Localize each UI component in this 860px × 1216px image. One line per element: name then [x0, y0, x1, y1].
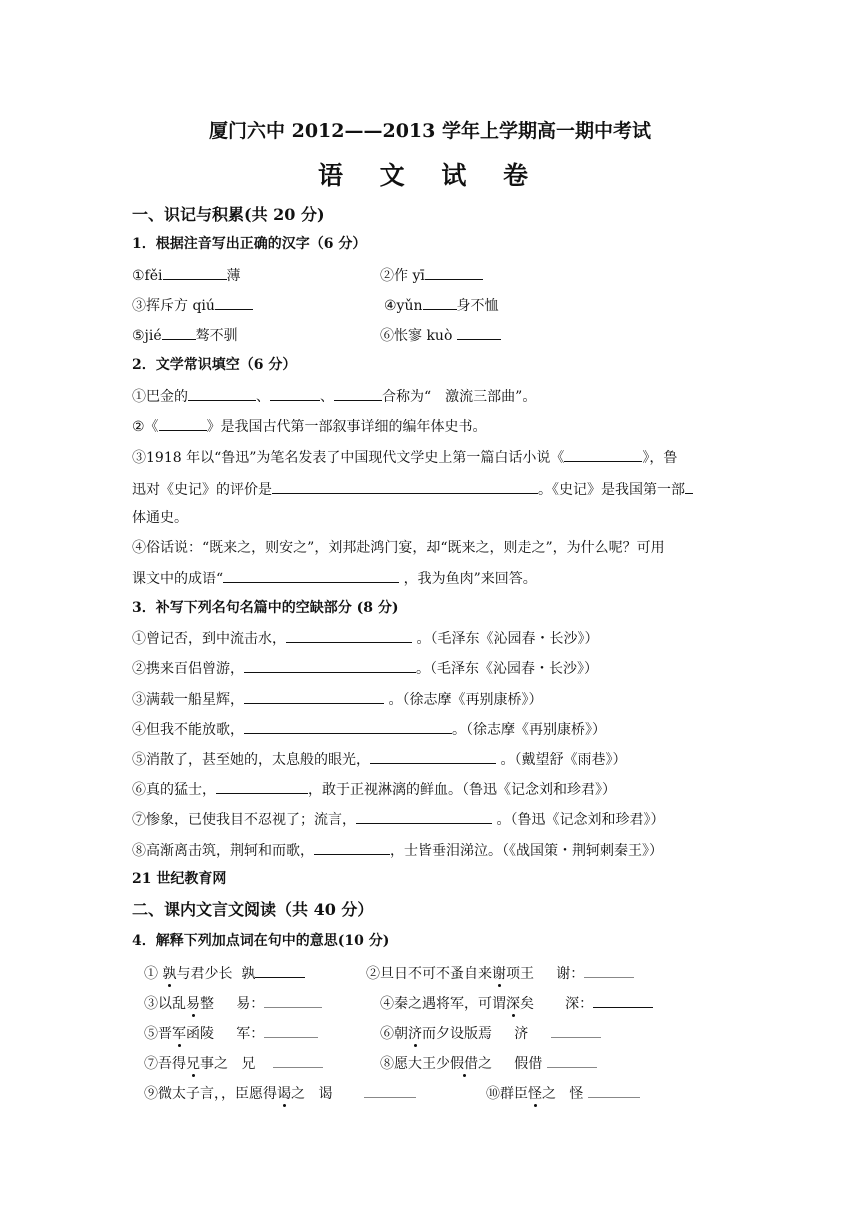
q3-line [132, 748, 626, 770]
q4-item-text: ⑥朝 [380, 1026, 408, 1042]
q2-line-7-suffix: ，我为鱼肉”来回答。 [403, 571, 537, 587]
answer-blank[interactable] [334, 385, 382, 401]
q4-item-text: 整 [200, 996, 214, 1012]
q1-item-2 [380, 264, 483, 286]
q3-line [132, 718, 606, 740]
q3-line-source: 。（徐志摩《再别康桥》） [452, 722, 606, 738]
q2-line-4 [132, 478, 693, 500]
q3-line [132, 839, 663, 861]
q3-line-text: ①曾记否，到中流击水， [132, 631, 286, 647]
q3-line [132, 627, 598, 649]
dotted-word: 怪 [528, 1086, 542, 1102]
q2-line-3 [132, 446, 677, 468]
answer-blank[interactable] [286, 627, 412, 643]
q4-item [144, 1052, 323, 1074]
q2-line-3-text: ③1918 年以“鲁迅”为笔名发表了中国现代文学史上第一篇白话小说《 [132, 450, 565, 466]
answer-blank[interactable] [244, 718, 452, 734]
q4-item-text: ⑨微太子言，，臣愿得 [144, 1086, 277, 1102]
answer-blank[interactable] [685, 478, 693, 494]
dotted-word: 谒 [277, 1086, 291, 1102]
answer-blank[interactable] [264, 992, 322, 1008]
q2-line-4-suffix: 。《史记》是我国第一部 [538, 482, 685, 498]
answer-blank[interactable] [593, 992, 653, 1008]
q3-line [132, 808, 664, 830]
q2-line-1-text: ①巴金的 [132, 389, 188, 405]
q3-line [132, 778, 616, 800]
answer-blank[interactable] [364, 1082, 416, 1098]
q3-line-source: 。（戴望舒《雨巷》） [500, 752, 627, 768]
q4-item-text: ⑩群臣 [486, 1086, 528, 1102]
q3-line [132, 657, 598, 679]
dotted-word: 孰 [162, 966, 177, 982]
answer-blank[interactable] [255, 962, 305, 978]
q1-item-5-suffix: 骜不驯 [195, 328, 238, 344]
q4-item-gloss-label: 兄 [241, 1056, 256, 1072]
q4-item [144, 962, 305, 984]
q2-line-7 [132, 567, 537, 589]
q1-item-1 [132, 264, 241, 286]
q3-line-source: 。（毛泽东《沁园春・长沙》） [416, 661, 598, 677]
q1-item-3 [132, 294, 253, 316]
dotted-word: 假借 [450, 1056, 478, 1072]
answer-blank[interactable] [264, 1022, 318, 1038]
q2-line-2 [132, 415, 487, 437]
dotted-word: 深 [506, 996, 520, 1012]
answer-blank[interactable] [356, 808, 492, 824]
answer-blank[interactable] [425, 264, 483, 280]
answer-blank[interactable] [457, 324, 501, 340]
answer-blank[interactable] [244, 688, 384, 704]
answer-blank[interactable] [215, 294, 253, 310]
q3-line-source: 。（毛泽东《沁园春・长沙》） [416, 631, 599, 647]
q3-line-text: ④但我不能放歌， [132, 722, 244, 738]
q4-item-text: ②旦日不可不蚤自来 [366, 966, 492, 982]
answer-blank[interactable] [159, 415, 207, 431]
answer-blank[interactable] [588, 1082, 640, 1098]
answer-blank[interactable] [370, 748, 496, 764]
answer-blank[interactable] [423, 294, 457, 310]
answer-blank[interactable] [547, 1052, 597, 1068]
q4-item-text: ⑦吾得 [144, 1056, 186, 1072]
separator: 、 [320, 389, 334, 405]
q1-item-3-text: ③挥斥方 qiú [132, 298, 215, 314]
q4-item-text: 事之 [200, 1056, 228, 1072]
section-2-title: 二、课内文言文阅读（共 40 分） [132, 900, 374, 919]
section-1-title: 一、识记与积累(共 20 分) [132, 205, 325, 224]
watermark-text: 21 世纪教育网 [132, 871, 227, 887]
q2-line-1-suffix: 合称为“ 激流三部曲”。 [382, 389, 537, 405]
q2-line-3-suffix: 》，鲁 [642, 450, 678, 466]
q1-item-4-text: ④yǔn [384, 298, 423, 314]
q4-item-text: 之 [542, 1086, 556, 1102]
q2-line-2-text: 》是我国古代第一部叙事详细的编年体史书。 [206, 419, 487, 435]
answer-blank[interactable] [188, 385, 256, 401]
q4-item [380, 1022, 601, 1044]
q4-item [144, 992, 322, 1014]
q4-item-text: 函陵 [186, 1026, 214, 1042]
q3-line-source: ，敢于正视淋漓的鲜血。（鲁迅《记念刘和珍君》） [308, 782, 616, 798]
q1-item-5 [132, 324, 238, 346]
q3-line-text: ②携来百侣曾游， [132, 661, 244, 677]
q4-item-text: 之 [478, 1056, 492, 1072]
q4-item-text: 而夕设版焉 [422, 1026, 492, 1042]
answer-blank[interactable] [584, 962, 634, 978]
q4-item-gloss-label: 怪 [569, 1086, 584, 1102]
q2-line-1 [132, 385, 536, 407]
q4-item [144, 1022, 318, 1044]
q2-line-4-text: 迅对《史记》的评价是 [132, 482, 272, 498]
q4-title: 4．解释下列加点词在句中的意思(10 分) [132, 933, 390, 949]
q2-title: 2．文学常识填空（6 分） [132, 357, 297, 373]
dotted-word: 济 [408, 1026, 422, 1042]
q4-item-text: 矣 [520, 996, 534, 1012]
q1-item-6-text: ⑥怅寥 kuò [380, 328, 453, 344]
q1-item-2-text: ②作 yī [380, 268, 425, 284]
answer-blank[interactable] [314, 839, 390, 855]
q4-item-text: ⑤晋 [144, 1026, 172, 1042]
answer-blank[interactable] [163, 264, 227, 280]
q4-item-gloss-label: 军： [236, 1026, 265, 1042]
answer-blank[interactable] [551, 1022, 601, 1038]
answer-blank[interactable] [272, 478, 538, 494]
q4-item [380, 1052, 597, 1074]
q1-item-4 [384, 294, 499, 316]
q1-item-1-text: ①fěi [132, 268, 163, 284]
answer-blank[interactable] [564, 446, 642, 462]
q2-line-2-prefix: ②《 [132, 419, 159, 435]
q4-item-text: ④秦之遇将军，可谓 [380, 996, 506, 1012]
dotted-word: 军 [172, 1026, 186, 1042]
answer-blank[interactable] [244, 657, 416, 673]
answer-blank[interactable] [223, 567, 399, 583]
dotted-word: 兄 [186, 1056, 200, 1072]
q3-line-source: 。（鲁迅《记念刘和珍君》） [496, 812, 665, 828]
q4-item-text: 与君少长 [176, 966, 233, 982]
exam-subtitle: 语 文 试 卷 [317, 161, 543, 190]
q4-item [486, 1082, 640, 1104]
q4-item [380, 992, 653, 1014]
q3-line [132, 688, 542, 710]
q3-line-text: ⑥真的猛士， [132, 782, 216, 798]
q4-item-text: 之 [291, 1086, 305, 1102]
q4-item-gloss-label: 易： [236, 996, 265, 1012]
q2-line-5: 体通史。 [132, 510, 188, 526]
dotted-word: 易 [186, 996, 200, 1012]
dotted-word: 谢 [492, 966, 506, 982]
q4-item-text: ① [144, 966, 163, 982]
q4-item-gloss-label: 谢： [556, 966, 585, 982]
q1-item-4-suffix: 身不恤 [456, 298, 499, 314]
q3-line-source: ，士皆垂泪涕泣。（《战国策・荆轲刺秦王》） [390, 843, 663, 859]
q3-line-text: ⑦惨象，已使我目不忍视了；流言， [132, 812, 356, 828]
q4-item [366, 962, 634, 984]
q4-item-text: 项王 [506, 966, 534, 982]
q4-item-gloss-label: 济 [514, 1026, 529, 1042]
q1-item-6 [380, 324, 501, 346]
q1-title: 1．根据注音写出正确的汉字（6 分） [132, 236, 367, 252]
q4-item-text: ③以乱 [144, 996, 186, 1012]
q1-item-5-text: ⑤jié [132, 328, 162, 344]
q4-item [144, 1082, 416, 1104]
answer-blank[interactable] [270, 385, 320, 401]
q4-item-gloss-label: 深： [565, 996, 594, 1012]
q1-item-1-suffix: 薄 [226, 268, 241, 284]
q2-line-7-text: 课文中的成语“ [132, 571, 224, 587]
q3-line-source: 。（徐志摩《再别康桥》） [388, 692, 543, 708]
q4-item-gloss-label: 孰 [241, 966, 256, 982]
q2-line-6: ④俗话说：“既来之，则安之”，刘邦赴鸿门宴，却“既来之，则走之”，为什么呢？可用 [132, 540, 665, 556]
q3-line-text: ⑧高渐离击筑，荆轲和而歌， [132, 843, 314, 859]
answer-blank[interactable] [216, 778, 308, 794]
q3-line-text: ③满载一船星辉， [132, 692, 244, 708]
exam-title: 厦门六中 2012——2013 学年上学期高一期中考试 [209, 120, 651, 142]
q4-item-text: ⑧愿大王少 [380, 1056, 450, 1072]
q4-item-gloss-label: 谒 [318, 1086, 333, 1102]
q4-item-gloss-label: 假借 [514, 1056, 543, 1072]
answer-blank[interactable] [162, 324, 196, 340]
q3-line-text: ⑤消散了，甚至她的，太息般的眼光， [132, 752, 370, 768]
separator: 、 [256, 389, 270, 405]
answer-blank[interactable] [273, 1052, 323, 1068]
q3-title: 3．补写下列名句名篇中的空缺部分 (8 分) [132, 600, 399, 616]
